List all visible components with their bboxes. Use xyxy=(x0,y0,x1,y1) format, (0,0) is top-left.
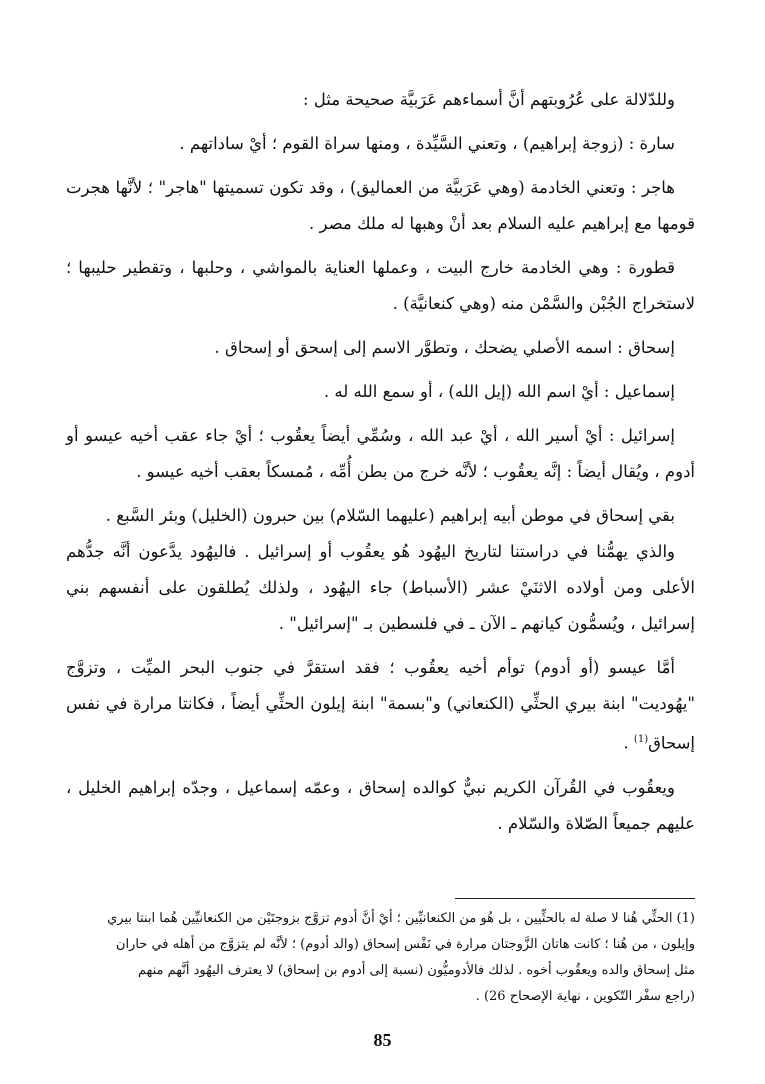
paragraph-isaac-homeland: بقي إسحاق في موطن أبيه إبراهيم (عليهما السّلام) بين حبرون (الخليل) وبئر السَّبع . xyxy=(105,506,675,525)
paragraph-ishmael: إسماعيل : أيْ اسم الله (إيل الله) ، أو سمع الله له . xyxy=(323,382,675,401)
paragraph-esau xyxy=(66,650,695,762)
footnote-line: (راجع سفْر التّكوين ، نهاية الإصحاح 26) . xyxy=(475,989,695,1004)
paragraph-esau-text: أمَّا عيسو (أو أدوم) توأم أخيه يعقُوب ؛ فقد استقرَّ في جنوب البحر الميِّت ، وتزوَّج "يهُوديت" ابنة بيري الحثِّي (الكنعاني) و"بسمة" ابنة إيلون الحثِّي أيضاً ، فكانتا مرارة في نفس إسحاق xyxy=(66,658,695,753)
paragraph-intro: وللدّلالة على عُرُوبتهم أنَّ أسماءهم عَرَبيَّة صحيحة مثل : xyxy=(303,90,675,109)
paragraph-isaac: إسحاق : اسمه الأصلي يضحك ، وتطوَّر الاسم إلى إسحق أو إسحاق . xyxy=(214,338,675,357)
footnote-reference: (1) xyxy=(633,734,649,745)
paragraph-jacob-quran: ويعقُوب في القُرآن الكريم نبيٌّ كوالده إسحاق ، وعمّه إسماعيل ، وجدّه إبراهيم الخليل ، عليهم جميعاً الصّلاة والسّلام . xyxy=(66,777,695,833)
footnote-divider xyxy=(455,898,695,899)
footnote-line: (1) الحثِّي هُنا لا صلة له بالحثِّيين ، بل هُو من الكنعانيِّين ؛ أيْ أنَّ أدوم تزوَّج بزوجتَيْن من الكنعانيِّين هُما ابنتا بيري xyxy=(107,911,695,926)
paragraph-keturah: قطورة : وهي الخادمة خارج البيت ، وعملها العناية بالمواشي ، وحلبها ، وتقطير حليبها ؛ لاستخراج الجُبْن والسَّمْن منه (وهي كنعانيَّة) . xyxy=(66,258,695,313)
page-number: 85 xyxy=(373,1030,392,1050)
footnote-line: وإيلون ، من هُنا ؛ كانت هاتان الزَّوجتان مرارة في نَفْس إسحاق (والد أدوم) ؛ لأنَّه لم يتزوَّج من أهله في حاران xyxy=(115,937,695,952)
footnote-line: مثل إسحاق والده ويعقُوب أخوه . لذلك فالأدوميُّون (نسبة إلى أدوم بن إسحاق) لا يعترف اليهُود أنَّهم منهم xyxy=(137,963,695,978)
footnote xyxy=(66,906,695,1010)
main-text xyxy=(66,82,695,850)
paragraph-jacob-israel: والذي يهمُّنا في دراستنا لتاريخ اليهُود هُو يعقُوب أو إسرائيل . فاليهُود يدَّعون أنَّه جدُّهم الأعلى ومن أولاده الاثنَيْ عشر (الأسباط) جاء اليهُود ، ولذلك يُطلقون على أنفسهم بني إسرائيل ، ويُسمُّون كيانهم ـ الآن ـ في فلسطين بـ "إسرائيل" . xyxy=(66,542,695,633)
paragraph-esau-end: . xyxy=(623,733,629,753)
paragraph-israel: إسرائيل : أيْ أسير الله ، أيْ عبد الله ، وسُمِّي أيضاً يعقُوب ؛ أيْ جاء عقب أخيه عيسو أو أدوم ، ويُقال أيضاً : إنَّه يعقُوب ؛ لأنَّه خرج من بطن أُمِّه ، مُمسكاً بعقب أخيه عيسو . xyxy=(66,426,695,481)
paragraph-sarah: سارة : (زوجة إبراهيم) ، وتعني السَّيِّدة ، ومنها سراة القوم ؛ أيْ ساداتهم . xyxy=(179,134,675,153)
paragraph-hagar: هاجر : وتعني الخادمة (وهي عَرَبيَّة من العماليق) ، وقد تكون تسميتها "هاجر" ؛ لأنَّها هجرت قومها مع إبراهيم عليه السلام بعد أنْ وهبها له ملك مصر . xyxy=(66,178,695,233)
